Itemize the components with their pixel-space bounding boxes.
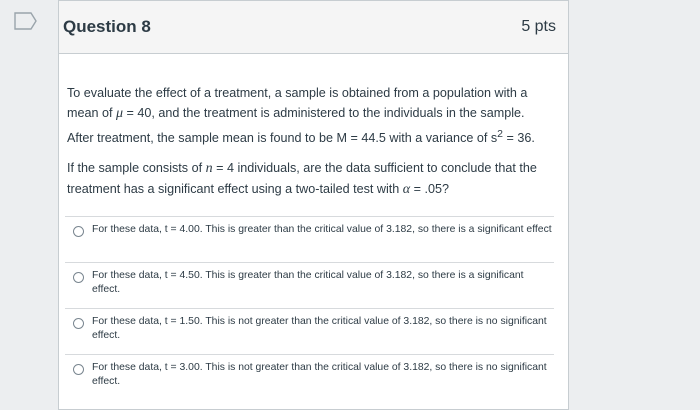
mu-symbol: μ: [116, 106, 124, 121]
answer-label: For these data, t = 4.00. This is greater than the critical value of 3.182, so there is a significant effect: [92, 224, 552, 235]
answer-option-4[interactable]: [65, 354, 554, 400]
answer-list: [65, 216, 554, 400]
radio-button[interactable]: [73, 364, 84, 375]
question-paragraph-1: To evaluate the effect of a treatment, a sample is obtained from a population with a mean of μ = 40, and the treatment is administered to the individuals in the sample. After treatment, the sample mean is found to be M = 44.5 with a variance of $s^2 = 36$.: [67, 86, 535, 146]
question-text: [67, 83, 548, 210]
radio-button[interactable]: [73, 272, 84, 283]
bookmark-icon[interactable]: [14, 12, 38, 30]
radio-button[interactable]: [73, 318, 84, 329]
answer-label: For these data, t = 4.50. This is greater than the critical value of 3.182, so there is a significant effect.: [92, 270, 524, 295]
question-points: 5 pts: [521, 18, 556, 35]
answer-option-2[interactable]: [65, 262, 554, 308]
question-paragraph-2: If the sample consists of n = 4 individuals, are the data sufficient to conclude that the treatment has a significant effect using a two-tailed test with α = .05?: [67, 161, 537, 198]
question-card: [58, 0, 569, 410]
page-background: [569, 0, 700, 410]
answer-option-1[interactable]: [65, 216, 554, 262]
alpha-symbol: α: [402, 182, 411, 198]
question-header: [59, 1, 568, 54]
radio-button[interactable]: [73, 226, 84, 237]
answer-label: For these data, t = 3.00. This is not greater than the critical value of 3.182, so there is no significant effect.: [92, 362, 547, 387]
answer-label: For these data, t = 1.50. This is not greater than the critical value of 3.182, so there is no significant effect.: [92, 316, 547, 341]
answer-option-3[interactable]: [65, 308, 554, 354]
question-title: Question 8: [63, 17, 151, 36]
n-symbol: n: [205, 161, 213, 177]
